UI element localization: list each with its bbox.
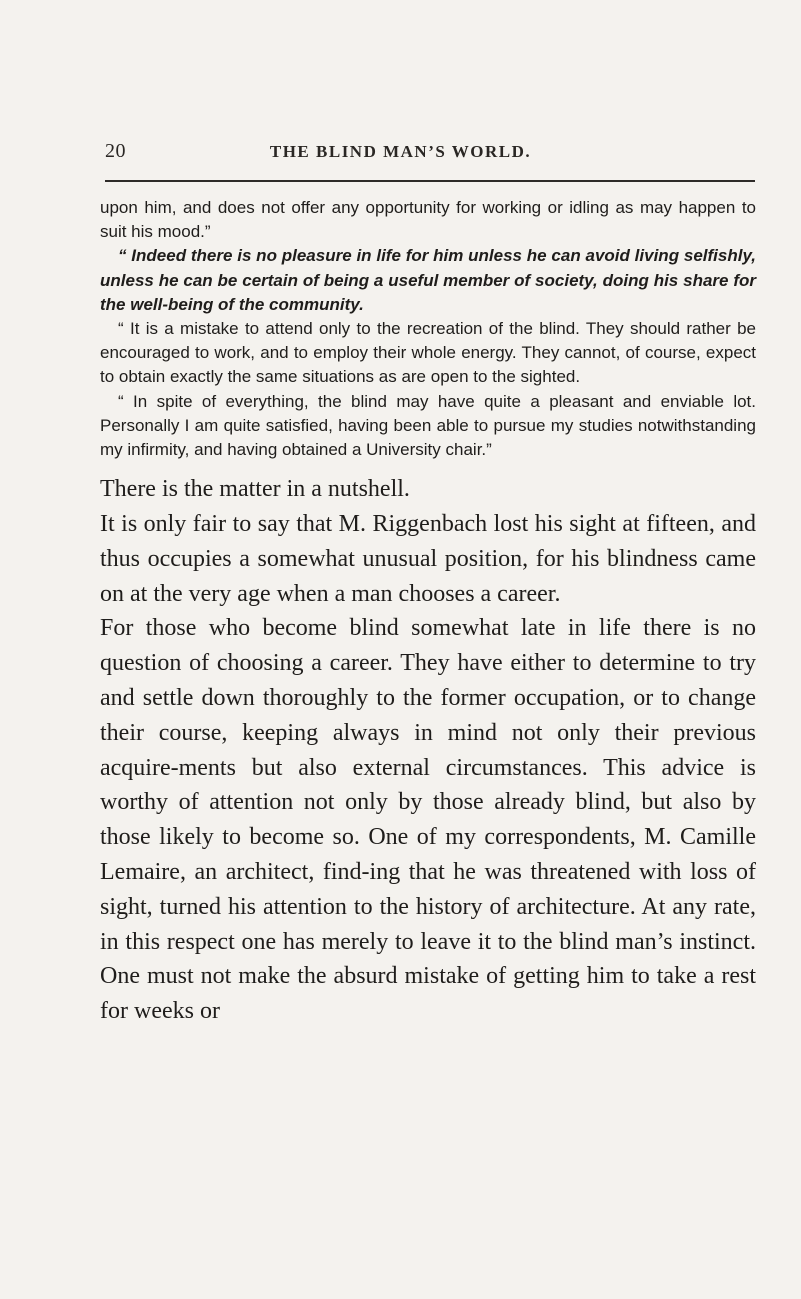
running-head: THE BLIND MAN’S WORLD. <box>269 142 532 161</box>
quote-paragraph: upon him, and does not offer any opportunity for working or idling as may happen to suit his mood.” <box>100 198 756 242</box>
body-text <box>100 472 756 1029</box>
page-text <box>100 196 756 1029</box>
quote-paragraph: “ In spite of everything, the blind may have quite a pleasant and enviable lot. Personally I am quite satisfied, having been able to pursue my studies notwithstanding my infirmity, and having obtained a University chair.” <box>100 391 756 460</box>
page-number: 20 <box>105 140 126 162</box>
quote-paragraph: “ It is a mistake to attend only to the recreation of the blind. They should rather be encouraged to work, and to employ their whole energy. They cannot, of course, expect to obtain exactly the same situations as are open to the sighted. <box>100 319 756 387</box>
body-paragraph: There is the matter in a nutshell. <box>100 476 410 503</box>
body-paragraph: It is only fair to say that M. Riggenbach lost his sight at fifteen, and thus occupies a somewhat unusual position, for his blindness came on at the very age when a man chooses a career. <box>100 511 756 607</box>
quoted-passage <box>100 196 756 462</box>
header-rule <box>105 180 755 182</box>
body-paragraph: For those who become blind somewhat late in life there is no question of choosing a career. They have either to determine to try and settle down thoroughly to the former occupation, or to change their course, keeping always in mind not only their previous acquire-ments but also external circumstances. This advice is worthy of attention not only by those already blind, but also by those likely to become so. One of my correspondents, M. Camille Lemaire, an architect, find-ing that he was threatened with loss of sight, turned his attention to the history of architecture. At any rate, in this respect one has merely to leave it to the blind man’s instinct. One must not make the absurd mistake of getting him to take a rest for weeks or <box>100 615 756 1025</box>
quote-paragraph: “ Indeed there is no pleasure in life for him unless he can avoid living selfishly, unless he can be certain of being a useful member of society, doing his share for the well-being of the community. <box>100 246 756 314</box>
